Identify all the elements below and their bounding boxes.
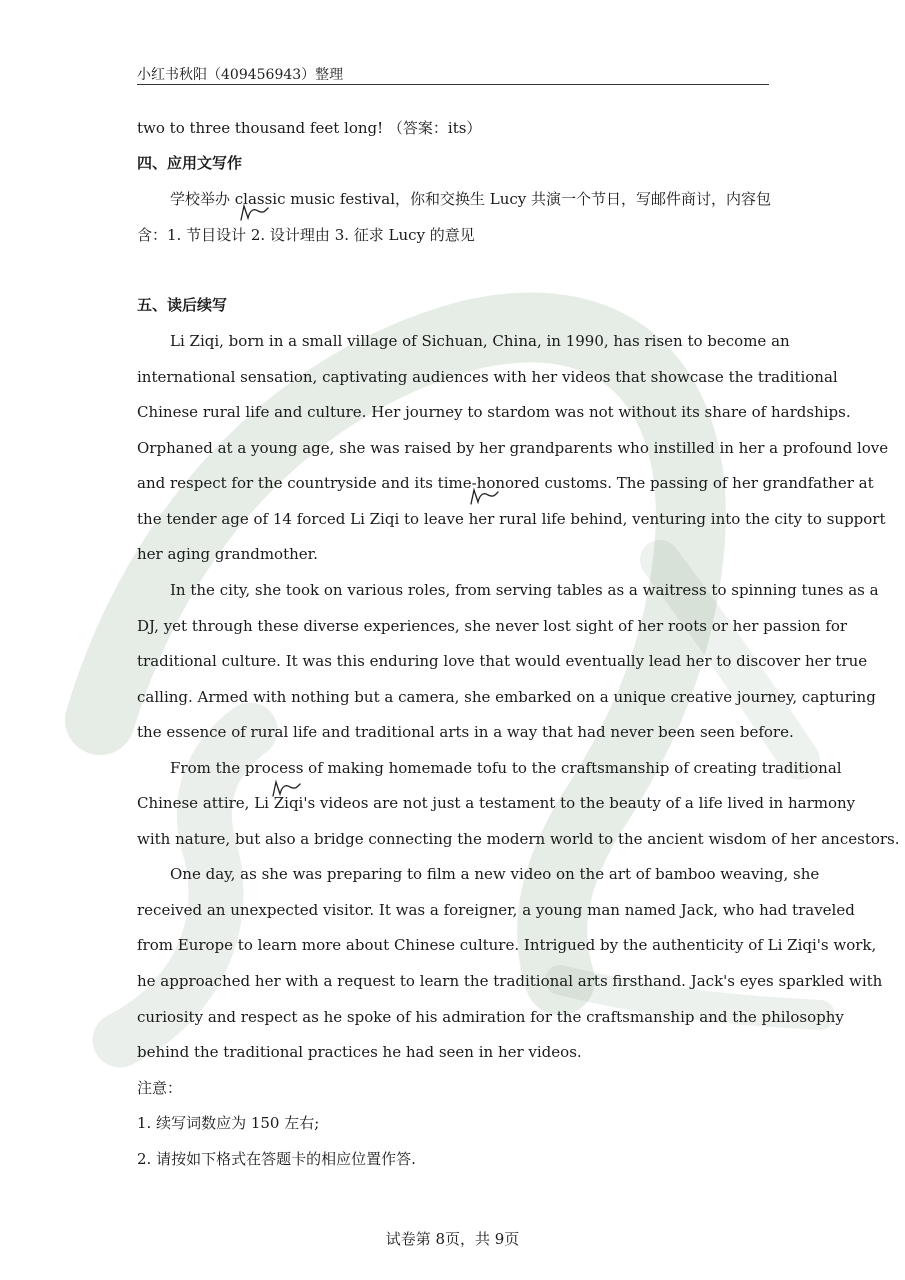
passage-line: Li Ziqi, born in a small village of Sichuan, China, in 1990, has risen to become an — [170, 332, 790, 350]
page-header: 小红书秋阳（409456943）整理 — [137, 67, 344, 83]
notes-heading: 注意： — [137, 1079, 183, 1097]
page-footer: 试卷第 8页，共 9页 — [385, 1230, 520, 1248]
handwritten-mark-icon — [270, 778, 304, 800]
answer-line: two to three thousand feet long! （答案：its） — [137, 119, 482, 137]
passage-line: and respect for the countryside and its time-honored customs. The passing of her grandfather at — [137, 474, 874, 492]
passage-line: In the city, she took on various roles, from serving tables as a waitress to spinning tunes as a — [170, 581, 879, 599]
passage-line: From the process of making homemade tofu to the craftsmanship of creating traditional — [170, 759, 842, 777]
passage-line: received an unexpected visitor. It was a foreigner, a young man named Jack, who had traveled — [137, 901, 855, 919]
passage-line: Chinese attire, Li Ziqi's videos are not just a testament to the beauty of a life lived in harmony — [137, 794, 856, 812]
section4-heading: 四、应用文写作 — [137, 154, 243, 172]
passage-line: curiosity and respect as he spoke of his admiration for the craftsmanship and the philosophy — [137, 1008, 844, 1026]
handwritten-mark-icon — [468, 486, 502, 508]
note-item: 2. 请按如下格式在答题卡的相应位置作答. — [137, 1150, 416, 1168]
note-item: 1. 续写词数应为 150 左右; — [137, 1114, 320, 1132]
passage-line: Chinese rural life and culture. Her journey to stardom was not without its share of hardships. — [137, 403, 851, 421]
passage-line: calling. Armed with nothing but a camera, she embarked on a unique creative journey, capturing — [137, 688, 876, 706]
passage-line: traditional culture. It was this enduring love that would eventually lead her to discover her true — [137, 652, 868, 670]
passage-line: DJ, yet through these diverse experiences, she never lost sight of her roots or her passion for — [137, 617, 848, 635]
passage-line: international sensation, captivating audiences with her videos that showcase the traditional — [137, 368, 838, 386]
passage-line: the tender age of 14 forced Li Ziqi to leave her rural life behind, venturing into the city to support — [137, 510, 886, 528]
passage-line: he approached her with a request to learn the traditional arts firsthand. Jack's eyes sparkled with — [137, 972, 883, 990]
passage-line: the essence of rural life and traditional arts in a way that had never been seen before. — [137, 723, 794, 741]
header-divider — [137, 84, 769, 85]
passage-line: from Europe to learn more about Chinese culture. Intrigued by the authenticity of Li Ziqi's work, — [137, 936, 877, 954]
section4-text-line: 学校举办 classic music festival，你和交换生 Lucy 共演一个节日，写邮件商讨，内容包 — [170, 190, 772, 208]
passage-line: One day, as she was preparing to film a new video on the art of bamboo weaving, she — [170, 865, 820, 883]
section5-heading: 五、读后续写 — [137, 296, 228, 314]
passage-line: Orphaned at a young age, she was raised by her grandparents who instilled in her a profound love — [137, 439, 889, 457]
passage-line: her aging grandmother. — [137, 545, 318, 563]
passage-line: behind the traditional practices he had seen in her videos. — [137, 1043, 582, 1061]
handwritten-mark-icon — [238, 202, 272, 224]
passage-line: with nature, but also a bridge connecting the modern world to the ancient wisdom of her ancestors. — [137, 830, 900, 848]
section4-text-line: 含：1. 节目设计 2. 设计理由 3. 征求 Lucy 的意见 — [137, 226, 475, 244]
